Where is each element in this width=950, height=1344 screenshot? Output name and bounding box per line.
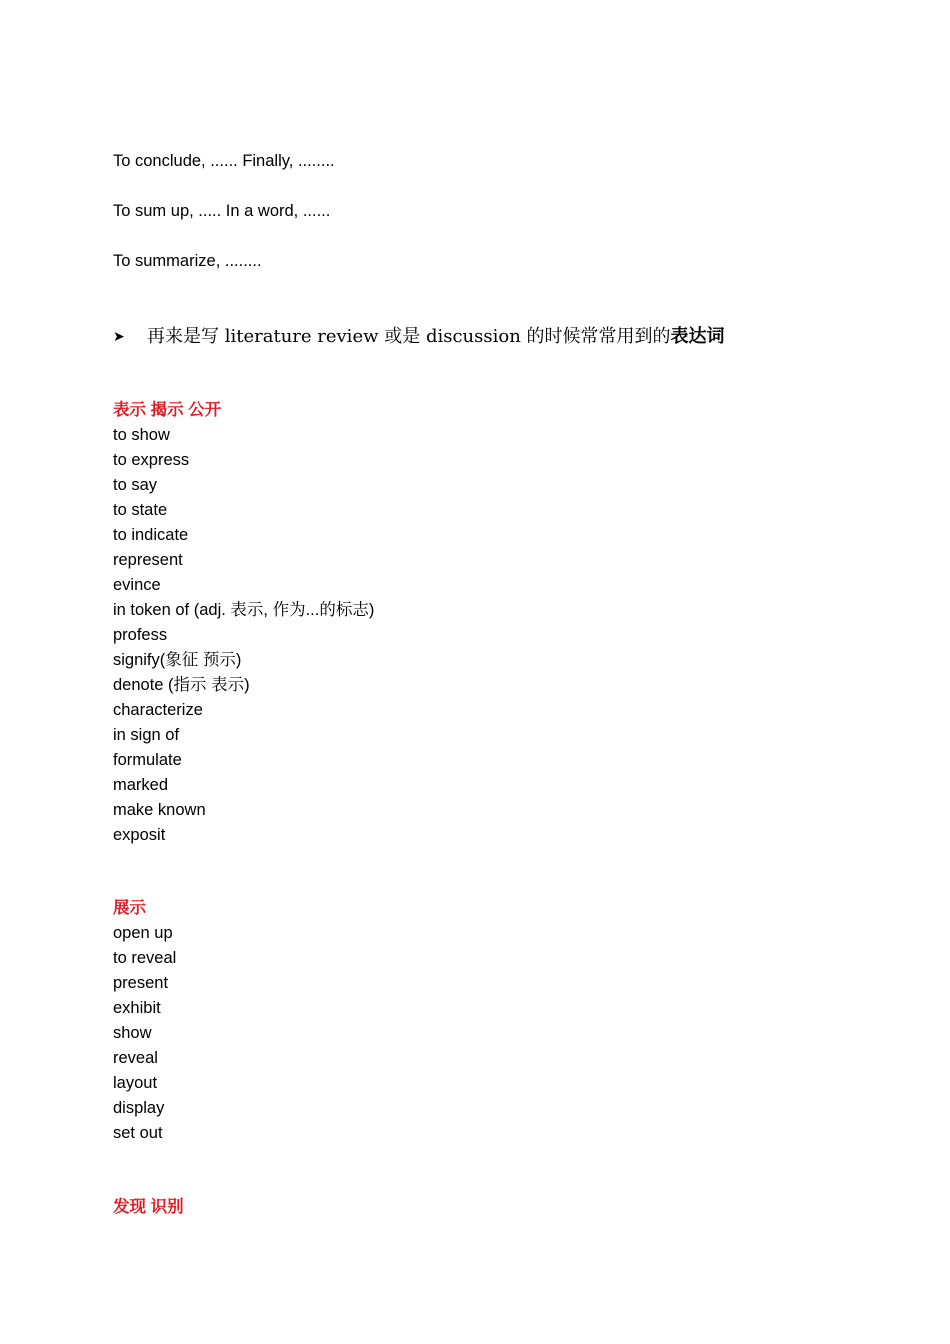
list-item: display bbox=[113, 1099, 165, 1117]
list-item: to show bbox=[113, 426, 170, 444]
list-item: set out bbox=[113, 1124, 163, 1142]
list-item: show bbox=[113, 1024, 152, 1042]
list-item: evince bbox=[113, 576, 161, 594]
list-item: to state bbox=[113, 501, 168, 519]
list-item: to reveal bbox=[113, 949, 177, 967]
list-item: characterize bbox=[113, 701, 203, 719]
bullet-bold-text: 表达词 bbox=[670, 326, 725, 347]
list-item: exposit bbox=[113, 826, 166, 844]
list-item: to express bbox=[113, 451, 190, 469]
intro-line-conclude: To conclude, ...... Finally, ........ bbox=[113, 152, 335, 170]
arrow-bullet-icon: ➤ bbox=[113, 328, 125, 344]
list-item: to say bbox=[113, 476, 158, 494]
section-heading-discover: 发现 识别 bbox=[113, 1198, 184, 1216]
list-item: signify(象征 预示) bbox=[113, 651, 242, 669]
list-item: present bbox=[113, 974, 169, 992]
list-item: make known bbox=[113, 801, 206, 819]
list-item: in sign of bbox=[113, 726, 180, 744]
intro-line-sum-up: To sum up, ..... In a word, ...... bbox=[113, 202, 331, 220]
list-item: exhibit bbox=[113, 999, 161, 1017]
list-item: formulate bbox=[113, 751, 182, 769]
list-item: in token of (adj. 表示, 作为...的标志) bbox=[113, 601, 375, 619]
list-item: denote (指示 表示) bbox=[113, 676, 250, 694]
section-heading-display: 展示 bbox=[113, 899, 146, 917]
section-heading-show: 表示 揭示 公开 bbox=[113, 401, 222, 419]
bullet-item bbox=[113, 325, 725, 348]
intro-line-summarize: To summarize, ........ bbox=[113, 252, 262, 270]
list-item: reveal bbox=[113, 1049, 158, 1067]
bullet-text: 再来是写 literature review 或是 discussion 的时候常常用到的 bbox=[147, 326, 671, 347]
list-item: to indicate bbox=[113, 526, 189, 544]
list-item: represent bbox=[113, 551, 183, 569]
list-item: open up bbox=[113, 924, 173, 942]
list-item: marked bbox=[113, 776, 169, 794]
list-item: layout bbox=[113, 1074, 158, 1092]
list-item: profess bbox=[113, 626, 168, 644]
